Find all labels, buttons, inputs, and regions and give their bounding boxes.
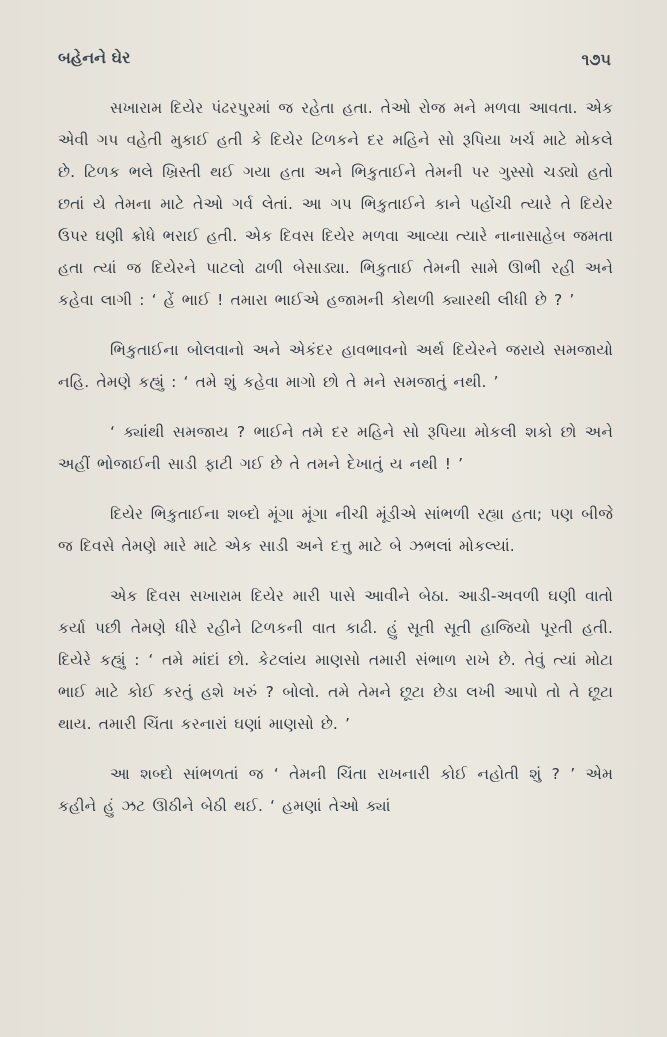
paragraph-4: દિયેર ભિકુતાઈના શબ્દો મૂંગા મૂંગા નીચી મૂંડીએ સાંભળી રહ્યા હતા; પણ બીજે જ દિવસે તેમણે મારે માટે એક સાડી અને દત્તુ માટે બે ઝભલાં મોકલ્યાં. (58, 505, 613, 555)
running-head: બહેનને ઘેર (58, 48, 131, 67)
paragraph-3: ‘ ક્યાંથી સમજાય ? ભાઈને તમે દર મહિને સો રૂપિયા મોકલી શકો છો અને અહીં ભોજાઈની સાડી ફાટી ગઈ છે તે તમને દેખાતું ય નથી ! ’ (58, 423, 613, 473)
paragraph-1: સખારામ દિયેર પંઢરપુરમાં જ રહેતા હતા. તેઓ રોજ મને મળવા આવતા. એક એવી ગપ વહેતી મુકાઈ હતી કે દિયેર ટિળકને દર મહિને સો રૂપિયા ખર્ચ માટે મોકલે છે. ટિળક ભલે ખ્રિસ્તી થઈ ગયા હતા અને ભિકુતાઈને તેમની પર ગુસ્સો ચડ્યો હતો છતાં યે તેમના માટે તેઓ ગર્વ લેતાં. આ ગપ ભિકુતાઈને કાને પહોંચી ત્યારે તે દિયેર ઉપર ઘણી ક્રોધે ભરાઈ હતી. એક દિવસ દિયેર મળવા આવ્યા ત્યારે નાનાસાહેબ જમતા હતા ત્યાં જ દિયેરને પાટલો ઢાળી બેસાડ્યા. ભિકુતાઈ તેમની સામે ઊભી રહી અને કહેવા લાગી : ‘ હેં ભાઈ ! તમારા ભાઈએ હજામની કોથળી ક્યારથી લીધી છે ? ’ (58, 99, 613, 309)
paragraph-2: ભિકુતાઈના બોલવાનો અને એકંદર હાવભાવનો અર્થ દિયેરને જરાયે સમજાયો નહિ. તેમણે કહ્યું : ‘ તમે શું કહેવા માગો છો તે મને સમજાતું નથી. ’ (58, 341, 613, 391)
body-text (58, 92, 613, 840)
paragraph-5: એક દિવસ સખારામ દિયેર મારી પાસે આવીને બેઠા. આડી-અવળી ઘણી વાતો કર્યા પછી તેમણે ધીરે રહીને ટિળકની વાત કાઢી. હું સૂતી સૂતી હાજિયો પૂરતી હતી. દિયેરે કહ્યું : ‘ તમે માંદાં છો. કેટલાંય માણસો તમારી સંભાળ રાખે છે. તેવું ત્યાં મોટા ભાઈ માટે કોઈ કરતું હશે ખરું ? બોલો. તમે તેમને છૂટા છેડા લખી આપો તો તે છૂટા થાય. તમારી ચિંતા કરનારાં ઘણાં માણસો છે. ’ (58, 587, 613, 733)
page-number: ૧૭૫ (581, 50, 611, 69)
paragraph-6: આ શબ્દો સાંભળતાં જ ‘ તેમની ચિંતા રાખનારી કોઈ નહોતી શું ? ’ એમ કહીને હું ઝટ ઊઠીને બેઠી થઈ. ‘ હમણાં તેઓ ક્યાં (58, 765, 613, 815)
